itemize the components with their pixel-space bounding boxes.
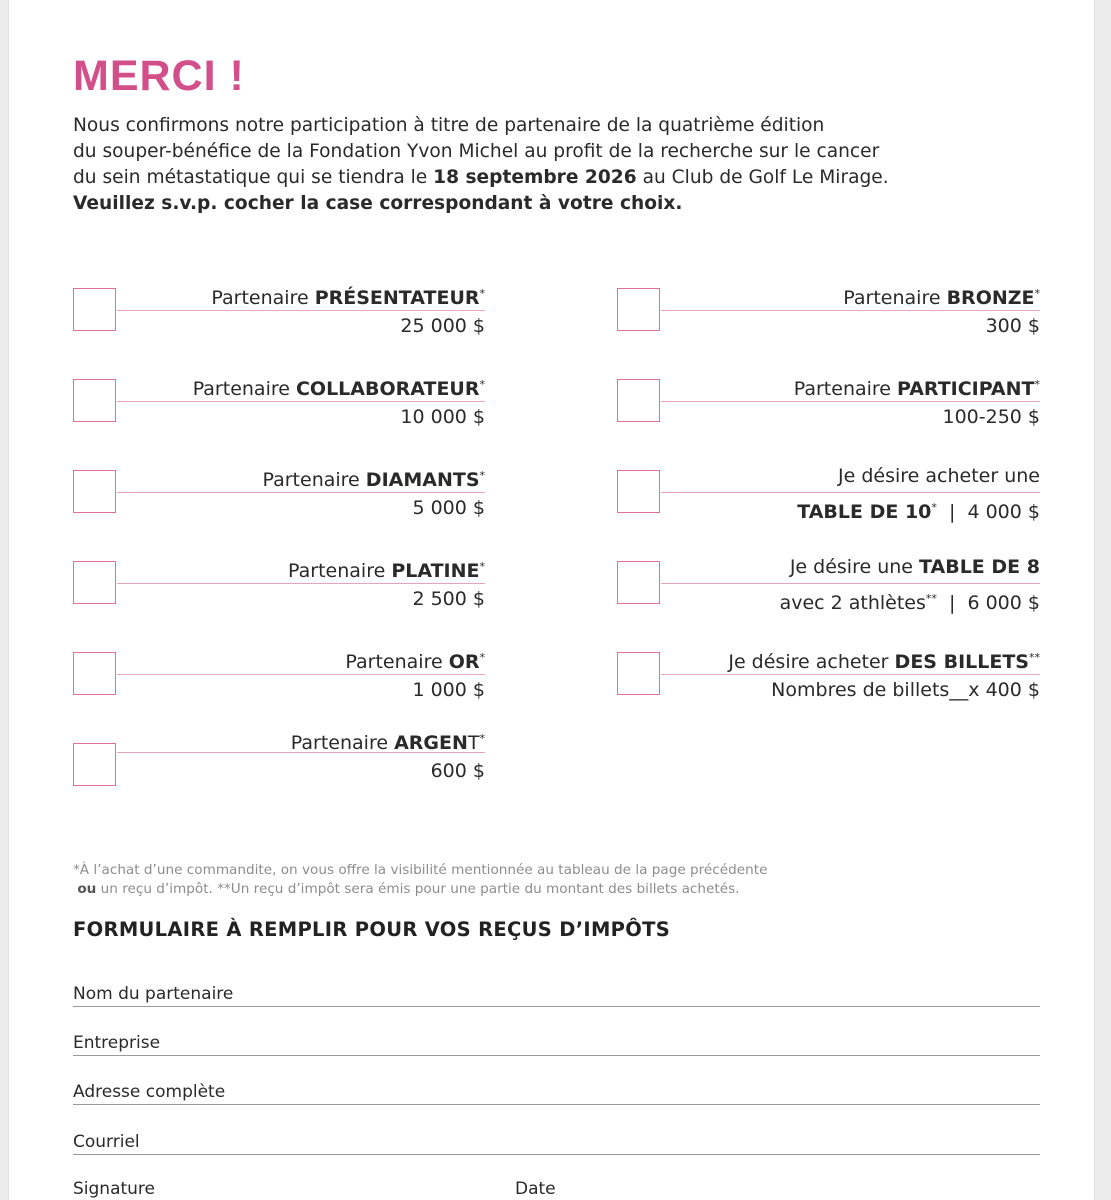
footnote-line: *À l’achat d’une commandite, on vous offre la visibilité mentionnée au tableau de la page précédente: [73, 862, 768, 878]
option-label: Partenaire ARGENT*: [290, 732, 485, 754]
field-label: Courriel: [73, 1132, 140, 1152]
option-checkbox[interactable]: [73, 288, 116, 331]
option-divider: [661, 674, 1040, 675]
option-price: 2 500 $: [412, 588, 485, 610]
option-argent[interactable]: [73, 732, 485, 789]
field-label: Nom du partenaire: [73, 984, 234, 1004]
company-field[interactable]: [73, 1029, 1040, 1056]
option-checkbox[interactable]: [617, 561, 660, 604]
option-label: Partenaire PARTICIPANT*: [793, 378, 1040, 400]
option-price: 10 000 $: [400, 406, 485, 428]
option-price: 300 $: [985, 315, 1040, 337]
option-checkbox[interactable]: [73, 470, 116, 513]
option-label: Je désire acheter une: [838, 465, 1040, 487]
intro-instruction: [73, 191, 1033, 217]
option-label: Je désire acheter DES BILLETS**: [728, 651, 1040, 673]
option-checkbox[interactable]: [73, 743, 116, 786]
instruction-text: Veuillez s.v.p. cocher la case correspondant à votre choix.: [73, 193, 683, 214]
option-or[interactable]: [73, 652, 485, 712]
field-label: Entreprise: [73, 1033, 161, 1053]
option-checkbox[interactable]: [617, 379, 660, 422]
option-price: 100-250 $: [942, 406, 1040, 428]
option-checkbox[interactable]: [617, 470, 660, 513]
option-collaborateur[interactable]: [73, 379, 485, 439]
option-divider: [117, 401, 485, 402]
option-label: Je désire une TABLE DE 8: [789, 556, 1040, 578]
option-price: 25 000 $: [400, 315, 485, 337]
option-price: TABLE DE 10* | 4 000 $: [797, 501, 1040, 523]
option-label: Partenaire PLATINE*: [288, 560, 485, 582]
option-platine[interactable]: [73, 561, 485, 621]
signature-field[interactable]: Signature: [73, 1179, 156, 1199]
option-divider: [117, 492, 485, 493]
option-billets[interactable]: [617, 652, 1040, 712]
option-label: Partenaire PRÉSENTATEUR*: [211, 287, 485, 309]
option-label: Partenaire COLLABORATEUR*: [192, 378, 485, 400]
form-title: FORMULAIRE À REMPLIR POUR VOS REÇUS D’IMPÔTS: [73, 918, 671, 941]
option-divider: [661, 583, 1040, 584]
field-label: Adresse complète: [73, 1082, 226, 1102]
intro-text: au Club de Golf Le Mirage.: [636, 167, 889, 188]
option-table-de-10[interactable]: [617, 465, 1040, 530]
option-checkbox[interactable]: [73, 561, 116, 604]
signature-row: [73, 1176, 1040, 1200]
option-price: 600 $: [430, 760, 485, 782]
footnote: [73, 861, 973, 899]
page-title: MERCI !: [73, 52, 245, 100]
option-price: 5 000 $: [412, 497, 485, 519]
intro-line: [73, 165, 1033, 191]
option-divider: [117, 674, 485, 675]
option-bronze[interactable]: [617, 288, 1040, 348]
option-divider: [661, 401, 1040, 402]
footnote-line: ou un reçu d’impôt. **Un reçu d’impôt sera émis pour une partie du montant des billets achetés.: [77, 881, 740, 897]
email-field[interactable]: [73, 1128, 1040, 1155]
option-label: Partenaire OR*: [345, 651, 485, 673]
option-presentateur[interactable]: [73, 288, 485, 348]
intro-text: du sein métastatique qui se tiendra le: [73, 167, 434, 188]
option-divider: [661, 492, 1040, 493]
option-checkbox[interactable]: [617, 652, 660, 695]
partner-name-field[interactable]: [73, 980, 1040, 1007]
option-label: Partenaire DIAMANTS*: [262, 469, 485, 491]
option-label: Partenaire BRONZE*: [843, 287, 1040, 309]
option-divider: [661, 310, 1040, 311]
intro-paragraph: [73, 113, 1033, 217]
date-field[interactable]: Date: [515, 1179, 556, 1199]
option-price: avec 2 athlètes** | 6 000 $: [779, 592, 1040, 614]
intro-line: Nous confirmons notre participation à titre de partenaire de la quatrième édition: [73, 115, 825, 136]
intro-line: du souper-bénéfice de la Fondation Yvon Michel au profit de la recherche sur le cancer: [73, 141, 880, 162]
option-diamants[interactable]: [73, 470, 485, 530]
option-checkbox[interactable]: [73, 652, 116, 695]
address-field[interactable]: [73, 1078, 1040, 1105]
option-price: Nombres de billets__x 400 $: [771, 679, 1040, 701]
event-date: 18 septembre 2026: [433, 167, 637, 188]
option-price: 1 000 $: [412, 679, 485, 701]
option-divider: [117, 310, 485, 311]
option-checkbox[interactable]: [617, 288, 660, 331]
option-table-de-8[interactable]: [617, 556, 1040, 621]
option-participant[interactable]: [617, 379, 1040, 439]
option-checkbox[interactable]: [73, 379, 116, 422]
form-page: [8, 0, 1095, 1200]
option-divider: [117, 583, 485, 584]
